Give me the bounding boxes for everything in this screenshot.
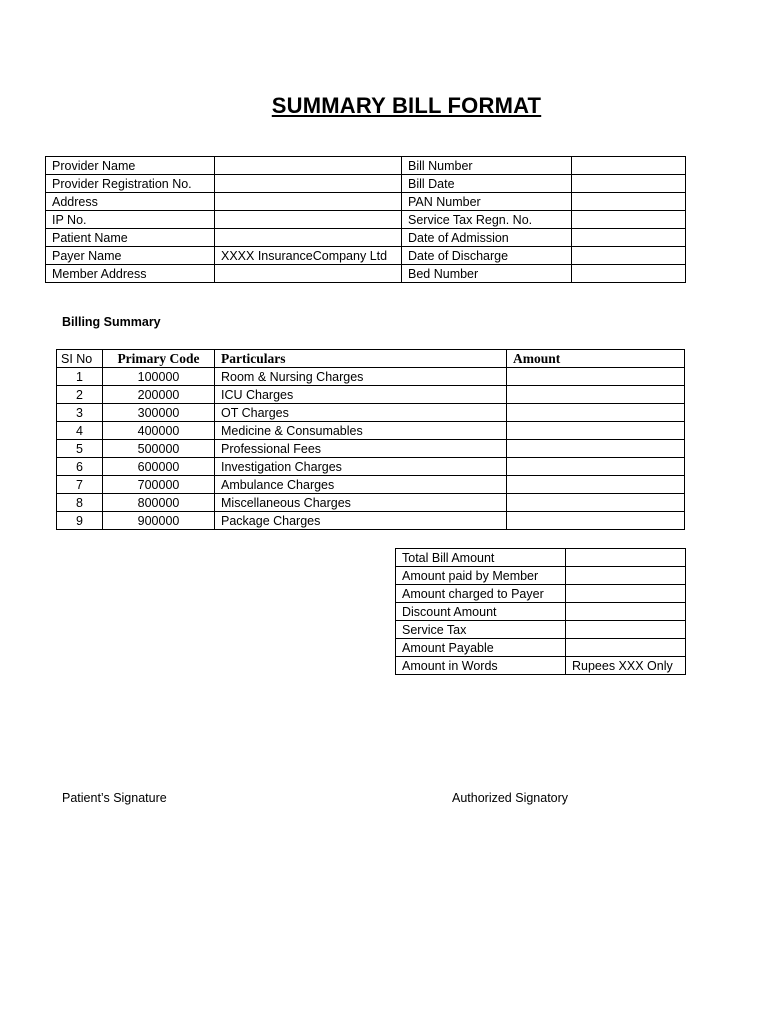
provider-field-label: Provider Registration No.	[46, 175, 215, 193]
totals-row	[396, 585, 686, 603]
billing-row	[57, 512, 685, 530]
provider-field-value: XXXX InsuranceCompany Ltd	[215, 247, 402, 265]
billing-primary-code: 700000	[103, 476, 215, 494]
billing-particulars: ICU Charges	[215, 386, 507, 404]
provider-row	[46, 265, 686, 283]
billing-sl-no: 2	[57, 386, 103, 404]
billing-header-row	[57, 350, 685, 368]
document-title: SUMMARY BILL FORMAT	[271, 93, 542, 118]
provider-field-value	[215, 157, 402, 175]
totals-label: Discount Amount	[396, 603, 566, 621]
totals-value: Rupees XXX Only	[566, 657, 686, 675]
provider-row	[46, 157, 686, 175]
bill-field-value	[572, 211, 686, 229]
billing-primary-code: 200000	[103, 386, 215, 404]
provider-field-value	[215, 211, 402, 229]
totals-value	[566, 585, 686, 603]
totals-label: Amount in Words	[396, 657, 566, 675]
bill-field-value	[572, 247, 686, 265]
billing-sl-no: 7	[57, 476, 103, 494]
totals-value	[566, 621, 686, 639]
header-primary-code: Primary Code	[103, 350, 215, 368]
billing-amount	[507, 404, 685, 422]
billing-primary-code: 300000	[103, 404, 215, 422]
header-particulars: Particulars	[215, 350, 507, 368]
provider-field-value	[215, 229, 402, 247]
billing-particulars: Room & Nursing Charges	[215, 368, 507, 386]
provider-field-label: IP No.	[46, 211, 215, 229]
totals-label: Amount Payable	[396, 639, 566, 657]
patient-signature-label: Patient’s Signature	[62, 791, 167, 805]
billing-sl-no: 1	[57, 368, 103, 386]
provider-row	[46, 175, 686, 193]
billing-particulars: Medicine & Consumables	[215, 422, 507, 440]
authorized-signatory-label: Authorized Signatory	[452, 791, 569, 805]
billing-row	[57, 368, 685, 386]
provider-field-label: Member Address	[46, 265, 215, 283]
provider-row	[46, 211, 686, 229]
billing-particulars: Investigation Charges	[215, 458, 507, 476]
totals-value	[566, 567, 686, 585]
bill-field-value	[572, 175, 686, 193]
bill-field-label: Bill Number	[402, 157, 572, 175]
billing-row	[57, 494, 685, 512]
provider-field-value	[215, 175, 402, 193]
provider-row	[46, 229, 686, 247]
bill-field-value	[572, 193, 686, 211]
billing-particulars: Miscellaneous Charges	[215, 494, 507, 512]
billing-primary-code: 100000	[103, 368, 215, 386]
totals-table	[395, 548, 686, 675]
billing-row	[57, 386, 685, 404]
bill-field-label: Bed Number	[402, 265, 572, 283]
billing-particulars: Ambulance Charges	[215, 476, 507, 494]
bill-field-value	[572, 157, 686, 175]
totals-label: Total Bill Amount	[396, 549, 566, 567]
bill-field-label: Date of Discharge	[402, 247, 572, 265]
billing-particulars: Professional Fees	[215, 440, 507, 458]
totals-row	[396, 657, 686, 675]
totals-row	[396, 603, 686, 621]
billing-row	[57, 440, 685, 458]
billing-summary-table	[56, 349, 685, 530]
bill-field-value	[572, 265, 686, 283]
billing-primary-code: 600000	[103, 458, 215, 476]
totals-label: Service Tax	[396, 621, 566, 639]
billing-sl-no: 6	[57, 458, 103, 476]
totals-label: Amount charged to Payer	[396, 585, 566, 603]
billing-summary-heading: Billing Summary	[62, 315, 161, 329]
provider-row	[46, 247, 686, 265]
totals-row	[396, 549, 686, 567]
billing-row	[57, 476, 685, 494]
bill-field-label: Date of Admission	[402, 229, 572, 247]
totals-row	[396, 639, 686, 657]
header-amount: Amount	[507, 350, 685, 368]
bill-field-value	[572, 229, 686, 247]
billing-amount	[507, 386, 685, 404]
billing-particulars: OT Charges	[215, 404, 507, 422]
billing-sl-no: 3	[57, 404, 103, 422]
billing-primary-code: 800000	[103, 494, 215, 512]
billing-row	[57, 458, 685, 476]
header-sl-no: SI No	[57, 350, 103, 368]
totals-row	[396, 567, 686, 585]
billing-amount	[507, 458, 685, 476]
billing-sl-no: 4	[57, 422, 103, 440]
bill-field-label: Service Tax Regn. No.	[402, 211, 572, 229]
totals-label: Amount paid by Member	[396, 567, 566, 585]
totals-value	[566, 549, 686, 567]
provider-field-label: Address	[46, 193, 215, 211]
provider-field-label: Provider Name	[46, 157, 215, 175]
provider-row	[46, 193, 686, 211]
provider-field-label: Patient Name	[46, 229, 215, 247]
billing-sl-no: 5	[57, 440, 103, 458]
billing-primary-code: 400000	[103, 422, 215, 440]
totals-value	[566, 603, 686, 621]
billing-amount	[507, 368, 685, 386]
billing-row	[57, 422, 685, 440]
billing-sl-no: 8	[57, 494, 103, 512]
provider-field-value	[215, 193, 402, 211]
billing-particulars: Package Charges	[215, 512, 507, 530]
billing-sl-no: 9	[57, 512, 103, 530]
billing-amount	[507, 440, 685, 458]
provider-details-table	[45, 156, 686, 283]
billing-amount	[507, 494, 685, 512]
totals-value	[566, 639, 686, 657]
totals-row	[396, 621, 686, 639]
provider-field-label: Payer Name	[46, 247, 215, 265]
bill-field-label: PAN Number	[402, 193, 572, 211]
billing-amount	[507, 422, 685, 440]
billing-amount	[507, 476, 685, 494]
billing-primary-code: 500000	[103, 440, 215, 458]
billing-amount	[507, 512, 685, 530]
provider-field-value	[215, 265, 402, 283]
billing-primary-code: 900000	[103, 512, 215, 530]
bill-field-label: Bill Date	[402, 175, 572, 193]
billing-row	[57, 404, 685, 422]
